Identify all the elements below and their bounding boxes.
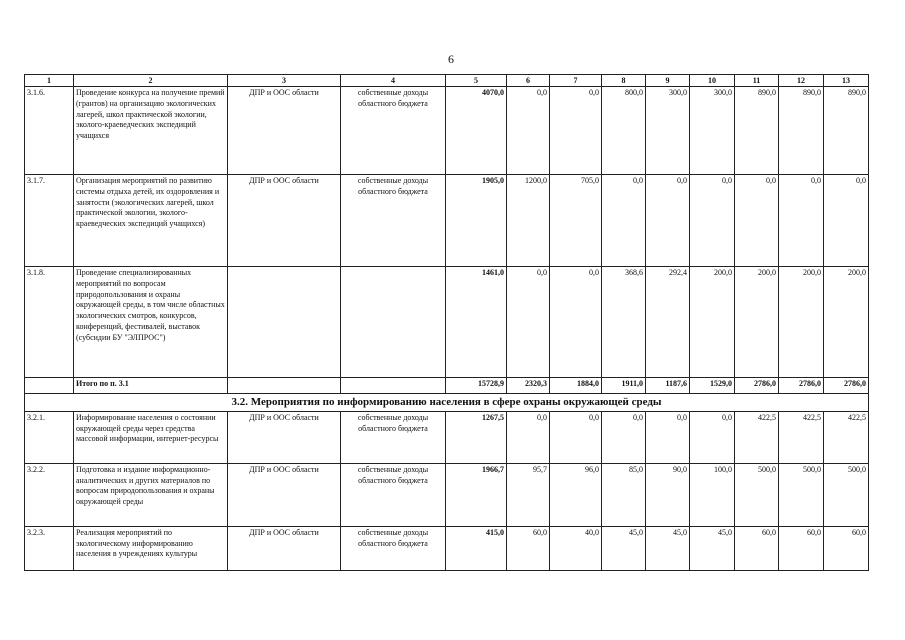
total-value-13: 2786,0	[824, 378, 869, 394]
row-name: Реализация мероприятий по экологическому информированию населения в учреждениях культуры	[74, 526, 228, 570]
row-value-6: 0,0	[507, 267, 550, 378]
row-executor: ДПР и ООС области	[228, 87, 341, 175]
row-value-6: 95,7	[507, 463, 550, 526]
table-row	[25, 267, 869, 378]
table-row	[25, 463, 869, 526]
total-value-9: 1187,6	[646, 378, 690, 394]
row-value-10: 0,0	[690, 411, 735, 463]
section-title: 3.2. Мероприятия по информированию населения в сфере охраны окружающей среды	[25, 394, 869, 412]
row-executor	[228, 267, 341, 378]
column-number: 8	[602, 75, 646, 87]
row-value-12: 0,0	[779, 175, 824, 267]
row-value-6: 0,0	[507, 411, 550, 463]
row-value-7: 40,0	[550, 526, 602, 570]
row-executor: ДПР и ООС области	[228, 526, 341, 570]
row-name: Подготовка и издание информационно-аналитических и других материалов по вопросам природопользования и охраны окружающей среды	[74, 463, 228, 526]
column-number: 1	[25, 75, 74, 87]
row-value-9: 300,0	[646, 87, 690, 175]
total-value-7: 1884,0	[550, 378, 602, 394]
row-value-7: 0,0	[550, 411, 602, 463]
row-value-9: 0,0	[646, 411, 690, 463]
row-code: 3.2.2.	[25, 463, 74, 526]
row-executor: ДПР и ООС области	[228, 175, 341, 267]
column-number: 4	[341, 75, 446, 87]
table-row	[25, 175, 869, 267]
total-value-5: 15728,9	[446, 378, 507, 394]
page-number: 6	[448, 52, 454, 66]
table-row	[25, 526, 869, 570]
table-row	[25, 87, 869, 175]
row-source: собственные доходы областного бюджета	[341, 526, 446, 570]
column-number: 13	[824, 75, 869, 87]
row-value-9: 292,4	[646, 267, 690, 378]
total-value-11: 2786,0	[735, 378, 779, 394]
row-value-5: 1966,7	[446, 463, 507, 526]
total-value-6: 2320,3	[507, 378, 550, 394]
total-code	[25, 378, 74, 394]
row-value-5: 1461,0	[446, 267, 507, 378]
row-value-11: 422,5	[735, 411, 779, 463]
row-code: 3.1.8.	[25, 267, 74, 378]
row-value-10: 300,0	[690, 87, 735, 175]
row-value-8: 85,0	[602, 463, 646, 526]
row-name: Проведение конкурса на получение премий (грантов) на организацию экологических лагерей, школ практической экологии, эколого-краеведческих экспедиций учащихся	[74, 87, 228, 175]
total-source	[341, 378, 446, 394]
row-value-13: 890,0	[824, 87, 869, 175]
column-number: 10	[690, 75, 735, 87]
row-value-12: 422,5	[779, 411, 824, 463]
row-value-8: 800,0	[602, 87, 646, 175]
total-executor	[228, 378, 341, 394]
table-row	[25, 411, 869, 463]
row-value-5: 415,0	[446, 526, 507, 570]
column-number: 7	[550, 75, 602, 87]
row-value-8: 45,0	[602, 526, 646, 570]
program-table	[24, 74, 869, 571]
row-source: собственные доходы областного бюджета	[341, 411, 446, 463]
column-number: 3	[228, 75, 341, 87]
row-executor: ДПР и ООС области	[228, 411, 341, 463]
row-value-13: 60,0	[824, 526, 869, 570]
row-value-13: 200,0	[824, 267, 869, 378]
column-number: 5	[446, 75, 507, 87]
row-source	[341, 267, 446, 378]
row-value-10: 100,0	[690, 463, 735, 526]
column-number-row	[25, 75, 869, 87]
row-value-8: 368,6	[602, 267, 646, 378]
row-value-5: 1905,0	[446, 175, 507, 267]
column-number: 11	[735, 75, 779, 87]
row-value-12: 200,0	[779, 267, 824, 378]
total-label: Итого по п. 3.1	[74, 378, 228, 394]
column-number: 12	[779, 75, 824, 87]
row-value-7: 0,0	[550, 267, 602, 378]
row-value-13: 500,0	[824, 463, 869, 526]
row-value-13: 422,5	[824, 411, 869, 463]
row-value-5: 4070,0	[446, 87, 507, 175]
row-value-12: 60,0	[779, 526, 824, 570]
section-row	[25, 394, 869, 412]
row-value-6: 60,0	[507, 526, 550, 570]
row-value-13: 0,0	[824, 175, 869, 267]
row-value-10: 45,0	[690, 526, 735, 570]
row-name: Проведение специализированных мероприятий по вопросам природопользования и охраны окружающей среды, в том числе областных экологических смотров, конкурсов, конференций, фестивалей, выставок (субсидии БУ "ЭЛПРОС")	[74, 267, 228, 378]
row-value-9: 0,0	[646, 175, 690, 267]
total-value-10: 1529,0	[690, 378, 735, 394]
row-value-10: 0,0	[690, 175, 735, 267]
total-value-12: 2786,0	[779, 378, 824, 394]
row-value-8: 0,0	[602, 411, 646, 463]
row-value-11: 890,0	[735, 87, 779, 175]
row-source: собственные доходы областного бюджета	[341, 463, 446, 526]
row-code: 3.2.3.	[25, 526, 74, 570]
column-number: 6	[507, 75, 550, 87]
row-source: собственные доходы областного бюджета	[341, 87, 446, 175]
row-value-12: 500,0	[779, 463, 824, 526]
row-value-11: 500,0	[735, 463, 779, 526]
row-executor: ДПР и ООС области	[228, 463, 341, 526]
row-value-11: 0,0	[735, 175, 779, 267]
row-value-7: 705,0	[550, 175, 602, 267]
row-value-5: 1267,5	[446, 411, 507, 463]
row-name: Организация мероприятий по развитию системы отдыха детей, их оздоровления и занятости (экологических лагерей, школ практической экологии, эколого-краеведческих экспедиций учащихся)	[74, 175, 228, 267]
row-value-6: 0,0	[507, 87, 550, 175]
row-value-9: 90,0	[646, 463, 690, 526]
row-code: 3.1.7.	[25, 175, 74, 267]
row-source: собственные доходы областного бюджета	[341, 175, 446, 267]
row-value-10: 200,0	[690, 267, 735, 378]
row-value-11: 200,0	[735, 267, 779, 378]
row-code: 3.2.1.	[25, 411, 74, 463]
row-code: 3.1.6.	[25, 87, 74, 175]
row-value-6: 1200,0	[507, 175, 550, 267]
total-value-8: 1911,0	[602, 378, 646, 394]
row-value-9: 45,0	[646, 526, 690, 570]
row-value-8: 0,0	[602, 175, 646, 267]
column-number: 9	[646, 75, 690, 87]
column-number: 2	[74, 75, 228, 87]
row-value-11: 60,0	[735, 526, 779, 570]
total-row	[25, 378, 869, 394]
row-name: Информирование населения о состоянии окружающей среды через средства массовой информации, интернет-ресурсы	[74, 411, 228, 463]
row-value-12: 890,0	[779, 87, 824, 175]
row-value-7: 96,0	[550, 463, 602, 526]
row-value-7: 0,0	[550, 87, 602, 175]
